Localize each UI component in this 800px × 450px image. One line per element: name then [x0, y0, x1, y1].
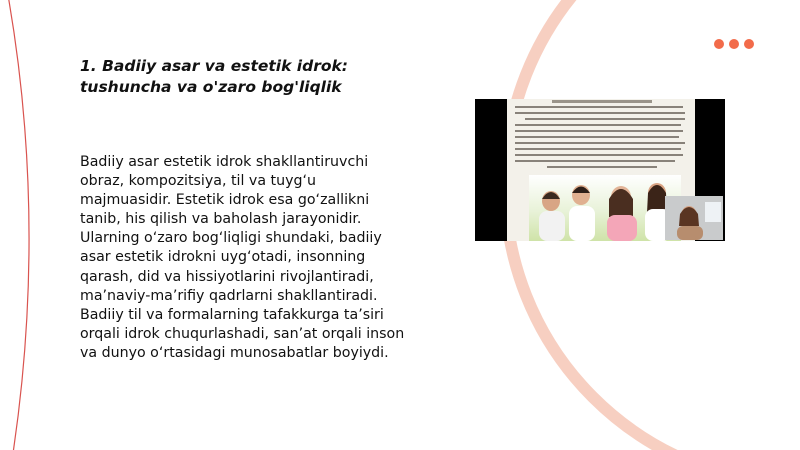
- student-hair: [542, 192, 560, 199]
- dots-menu-icon[interactable]: [714, 39, 754, 49]
- doc-text-line: [547, 166, 657, 168]
- doc-text-line: [515, 148, 681, 150]
- doc-text-line: [515, 130, 683, 132]
- thin-left-arc: [8, 0, 29, 450]
- cam-window: [705, 202, 721, 222]
- student-body: [569, 206, 595, 241]
- doc-heading-line: [552, 100, 652, 103]
- webcam-illustration: [665, 196, 723, 240]
- doc-text-line: [515, 136, 679, 138]
- webcam-overlay: [665, 196, 723, 240]
- doc-text-line: [515, 154, 683, 156]
- doc-text-line: [515, 124, 681, 126]
- dot: [714, 39, 724, 49]
- slide-body-text: Badiiy asar estetik idrok shakllantiruvchi obraz, kompozitsiya, til va tuyg‘u majmuasidir. Estetik idrok esa go‘zallikni tanib, his qilish va baholash jarayonidir. Ularning o‘zaro bog‘liqligi shundaki, badiiy asar estetik idrokni uyg‘otadi, insonning qarash, did va hissiyotlarini rivojlantiradi, ma’naviy-ma’rifiy qadrlarni shakllantiradi. Badiiy til va formalarning tafakkurga ta’siri orqali idrok chuqurlashadi, san’at orqali inson va dunyo o‘rtasidagi munosabatlar boyiydi.: [80, 154, 405, 361]
- students-photo: [529, 175, 681, 241]
- dot: [729, 39, 739, 49]
- student-body: [607, 215, 637, 241]
- student-body: [539, 211, 565, 241]
- students-illustration: [529, 175, 681, 241]
- doc-text-line: [515, 160, 675, 162]
- embedded-media[interactable]: [475, 99, 725, 241]
- slide-title: 1. Badiiy asar va estetik idrok: tushuncha va o'zaro bog'liqlik: [80, 57, 349, 96]
- cam-person-body: [677, 226, 703, 240]
- doc-text-line: [515, 112, 685, 114]
- doc-text-line: [525, 118, 685, 120]
- doc-text-line: [515, 106, 683, 108]
- dot: [744, 39, 754, 49]
- doc-text-line: [515, 142, 685, 144]
- student-hair: [572, 187, 590, 194]
